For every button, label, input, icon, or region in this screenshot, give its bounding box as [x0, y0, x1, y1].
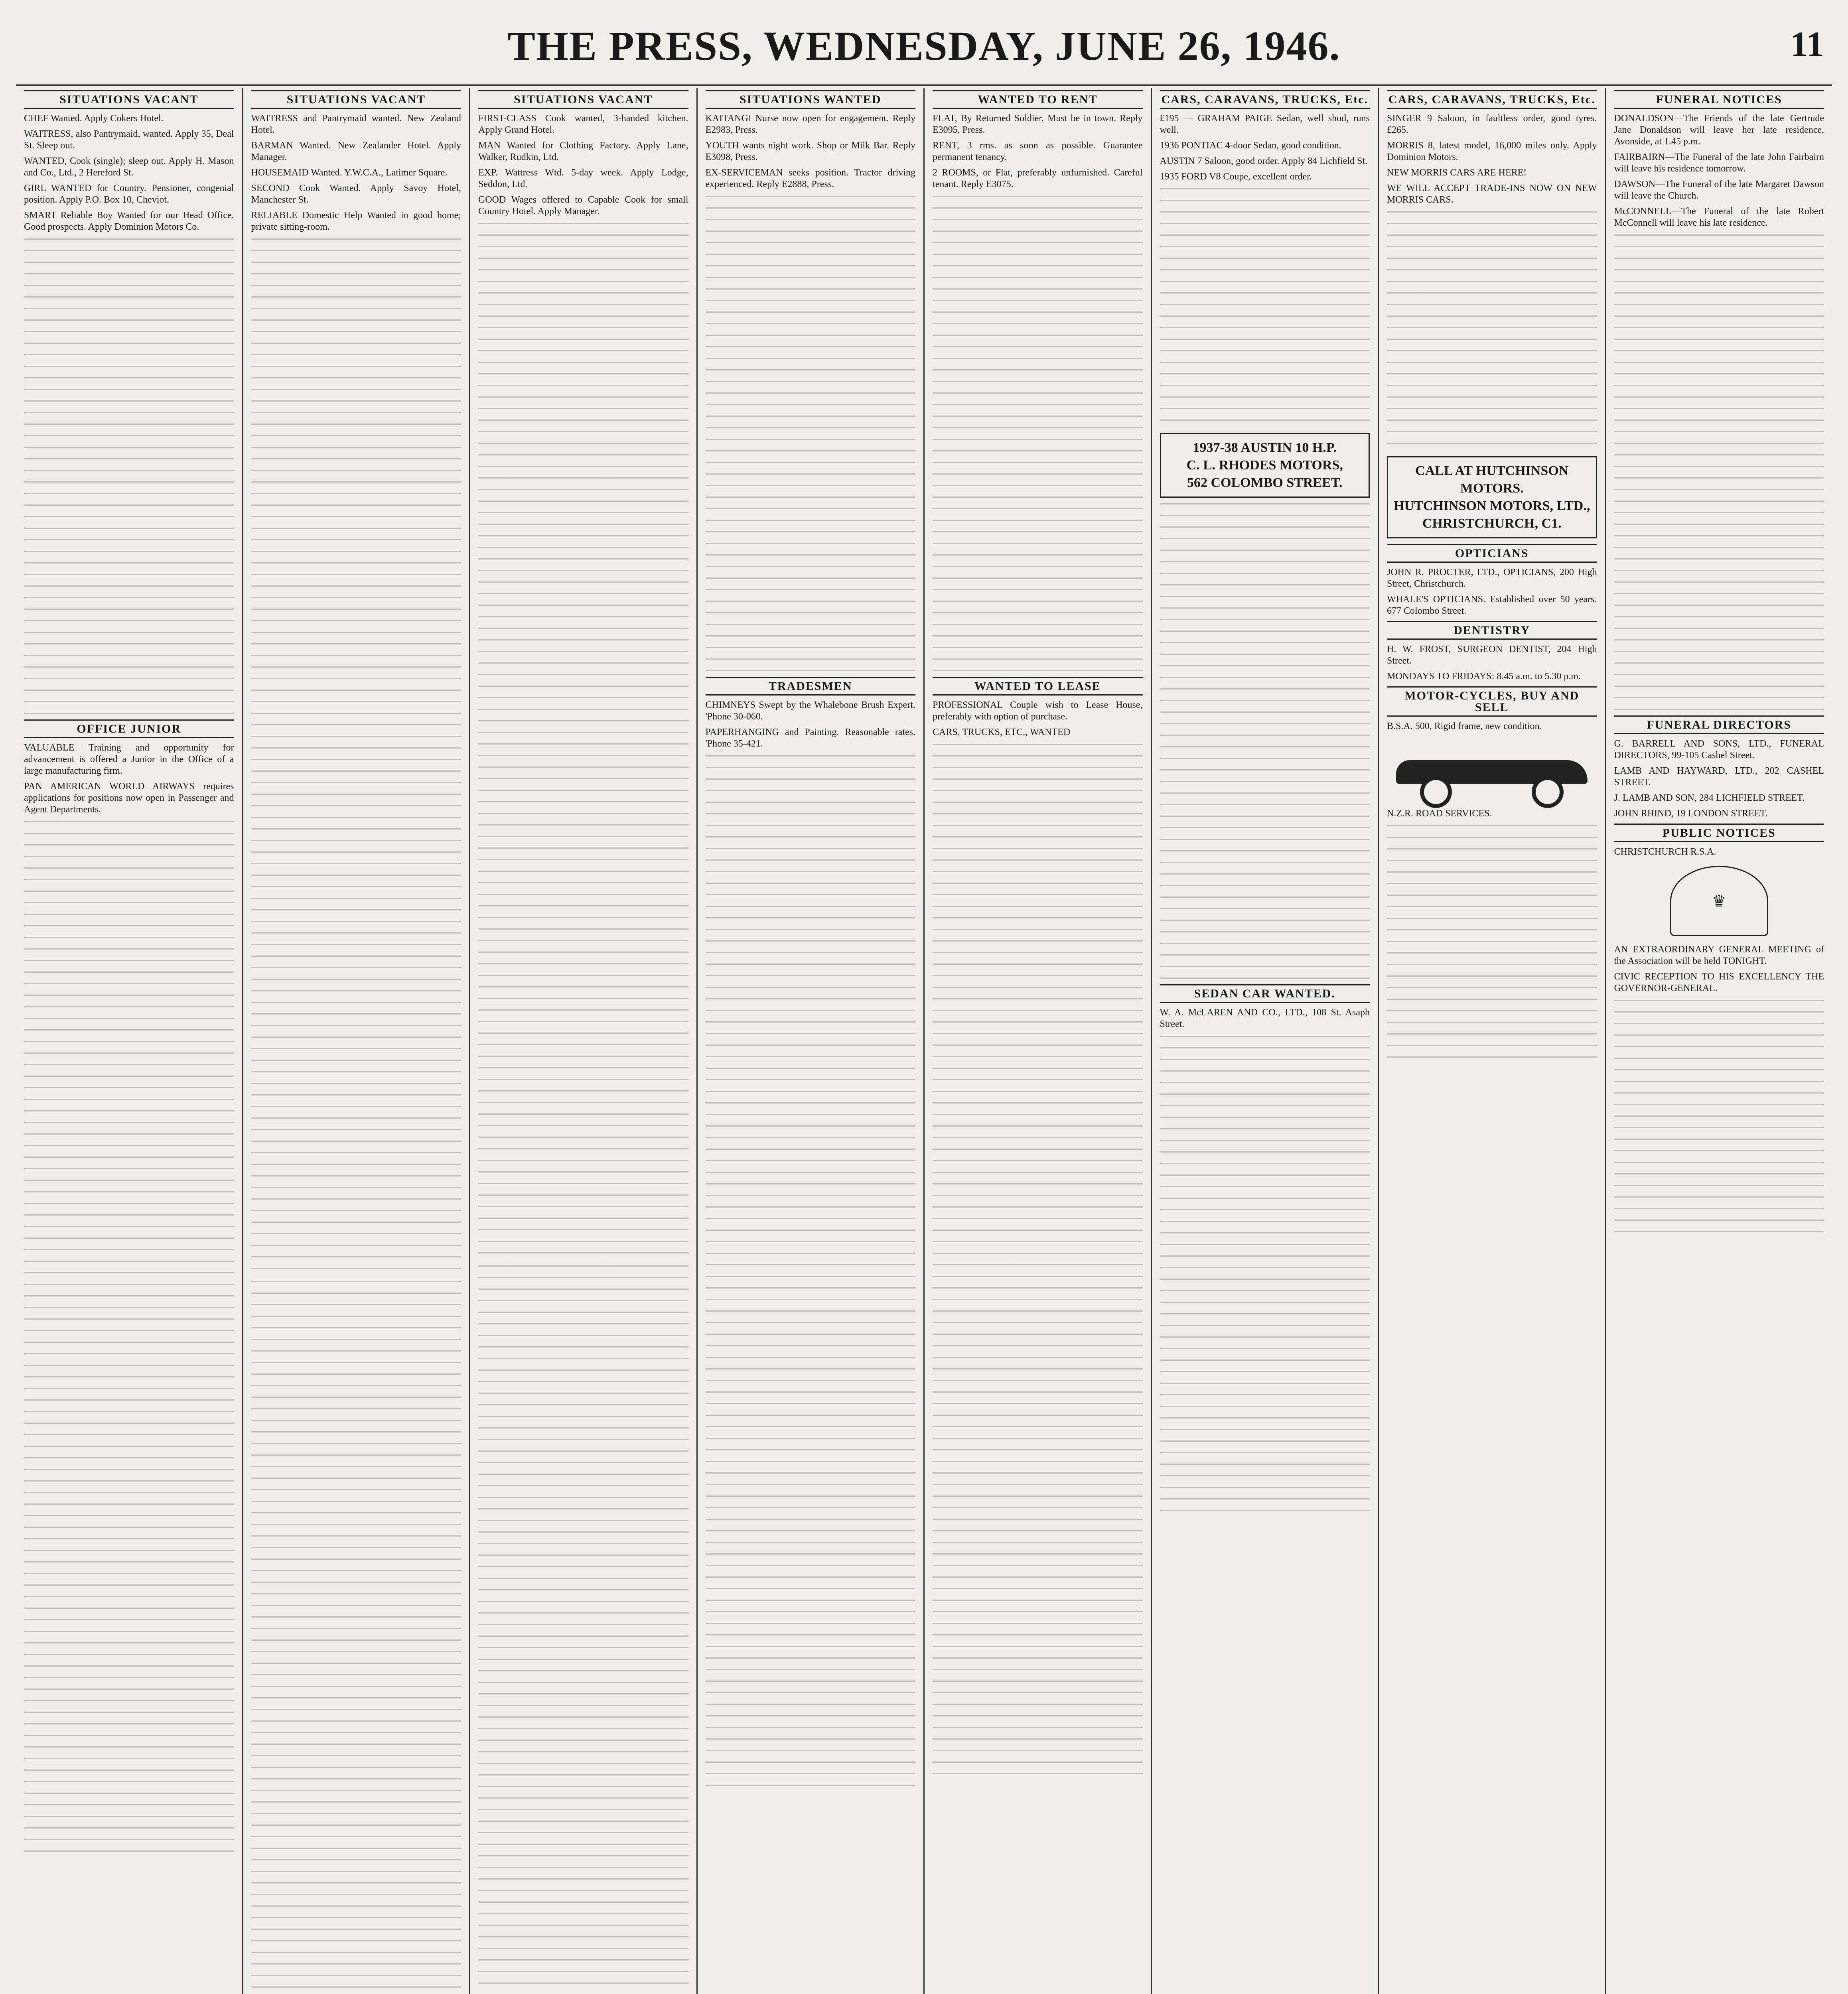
columns — [16, 88, 1832, 1994]
text-block — [706, 196, 916, 674]
classified-ad: EX-SERVICEMAN seeks position. Tractor driving experienced. Reply E2888, Press. — [705, 167, 915, 189]
classified-ad: DAWSON—The Funeral of the late Margaret Dawson will leave the Church. — [1614, 179, 1824, 201]
newspaper-title: THE PRESS, WEDNESDAY, JUNE 26, 1946. — [507, 23, 1341, 69]
text-block — [24, 821, 234, 1858]
display-ad-line: CHRISTCHURCH, C1. — [1422, 516, 1562, 531]
text-block — [1160, 503, 1370, 982]
text-block — [478, 1265, 688, 1994]
classified-ad: WAITRESS, also Pantrymaid, wanted. Apply 35, Deal St. Sleep out. — [24, 129, 234, 151]
display-ad — [1160, 433, 1370, 498]
classified-ad: CARS, TRUCKS, ETC., WANTED — [933, 727, 1071, 737]
classified-ad: MORRIS 8, latest model, 16,000 miles only. Apply Dominion Motors. — [1387, 140, 1597, 162]
classified-ad: SINGER 9 Saloon, in faultless order, good tyres. £265. — [1387, 113, 1597, 135]
text-block — [706, 755, 916, 1792]
text-block — [251, 1281, 462, 1994]
classified-ad: G. BARRELL AND SONS, LTD., FUNERAL DIRECTORS, 99-105 Cashel Street. — [1614, 739, 1824, 761]
classified-ad: B.S.A. 500, Rigid frame, new condition. — [1387, 721, 1542, 731]
classified-ad: FLAT, By Returned Soldier. Must be in town. Reply E3095, Press. — [933, 113, 1143, 135]
classified-ad: SECOND Cook Wanted. Apply Savoy Hotel, Manchester St. — [251, 183, 461, 205]
display-ad-line: 562 COLOMBO STREET. — [1187, 475, 1343, 490]
classified-ad: CHRISTCHURCH R.S.A. — [1614, 847, 1716, 857]
classified-ad: VALUABLE Training and opportunity for advancement is offered a Junior in the Office of a large manufacturing firm. — [24, 743, 234, 776]
text-block — [1387, 825, 1597, 1064]
classified-ad: 2 ROOMS, or Flat, preferably unfurnished. Careful tenant. Reply E3075. — [933, 167, 1143, 189]
classified-ad: W. A. McLAREN AND CO., LTD., 108 St. Asaph Street. — [1160, 1007, 1370, 1029]
column-3 — [470, 88, 698, 1994]
text-block — [933, 196, 1143, 674]
classified-ad: HOUSEMAID Wanted. Y.W.C.A., Latimer Square. — [251, 167, 448, 178]
section-heading: OPTICIANS — [1387, 544, 1597, 563]
classified-ad: £195 — GRAHAM PAIGE Sedan, well shod, runs well. — [1160, 113, 1370, 135]
section-heading: CARS, CARAVANS, TRUCKS, Etc. — [1160, 90, 1370, 109]
column-7 — [1379, 88, 1606, 1994]
newspaper-page — [16, 8, 1832, 1994]
classified-ad: KAITANGI Nurse now open for engagement. Reply E2983, Press. — [705, 113, 915, 135]
classified-ad: AUSTIN 7 Saloon, good order. Apply 84 Lichfield St. — [1160, 156, 1368, 166]
column-5 — [925, 88, 1152, 1994]
classified-ad: JOHN RHIND, 19 LONDON STREET. — [1614, 808, 1768, 819]
classified-ad: 1936 PONTIAC 4-door Sedan, good condition. — [1160, 140, 1341, 151]
classified-ad: RENT, 3 rms. as soon as possible. Guarantee permanent tenancy. — [933, 140, 1143, 162]
display-ad-line: 1937-38 AUSTIN 10 H.P. — [1193, 440, 1337, 455]
text-block — [1160, 1036, 1370, 1514]
section-heading: WANTED TO RENT — [933, 90, 1143, 109]
classified-ad: PROFESSIONAL Couple wish to Lease House, preferably with option of purchase. — [933, 700, 1143, 722]
text-block — [933, 744, 1143, 1781]
page-number: 11 — [1790, 25, 1824, 64]
car-illustration — [1388, 740, 1596, 800]
rsa-crest-icon: ♛ — [1670, 866, 1768, 936]
column-1 — [16, 88, 243, 1994]
display-ad-line: HUTCHINSON MOTORS, LTD., — [1394, 498, 1590, 513]
classified-ad: J. LAMB AND SON, 284 LICHFIELD STREET. — [1614, 793, 1805, 803]
classified-ad: N.Z.R. ROAD SERVICES. — [1387, 808, 1492, 819]
classified-ad: H. W. FROST, SURGEON DENTIST, 204 High Street. — [1387, 644, 1597, 666]
classified-ad: LAMB AND HAYWARD, LTD., 202 CASHEL STREET. — [1614, 766, 1824, 788]
text-block — [24, 238, 234, 717]
classified-ad: CHEF Wanted. Apply Cokers Hotel. — [24, 113, 164, 124]
column-2 — [243, 88, 471, 1994]
column-4 — [698, 88, 925, 1994]
section-heading: SITUATIONS VACANT — [251, 90, 462, 109]
classified-ad: FIRST-CLASS Cook wanted, 3-handed kitchen. Apply Grand Hotel. — [478, 113, 688, 135]
section-heading: DENTISTRY — [1387, 621, 1597, 640]
text-block — [478, 223, 688, 1260]
section-heading: WANTED TO LEASE — [933, 677, 1143, 696]
classified-ad: CIVIC RECEPTION TO HIS EXCELLENCY THE GOVERNOR-GENERAL. — [1614, 971, 1824, 993]
display-ad — [1387, 456, 1597, 538]
section-heading: TRADESMEN — [706, 677, 916, 696]
section-heading: PUBLIC NOTICES — [1614, 824, 1824, 842]
section-heading: SITUATIONS WANTED — [706, 90, 916, 109]
classified-ad: YOUTH wants night work. Shop or Milk Bar. Reply E3098, Press. — [705, 140, 915, 162]
section-heading: SITUATIONS VACANT — [478, 90, 688, 109]
text-block — [1614, 1000, 1824, 1239]
text-block — [251, 238, 462, 1275]
classified-ad: FAIRBAIRN—The Funeral of the late John Fairbairn will leave his residence tomorrow. — [1614, 152, 1824, 174]
classified-ad: 1935 FORD V8 Coupe, excellent order. — [1160, 171, 1312, 182]
classified-ad: WHALE'S OPTICIANS. Established over 50 years. 677 Colombo Street. — [1387, 594, 1597, 616]
text-block — [1614, 234, 1824, 713]
classified-ad: WAITRESS and Pantrymaid wanted. New Zealand Hotel. — [251, 113, 461, 135]
classified-ad: NEW MORRIS CARS ARE HERE! — [1387, 167, 1527, 178]
classified-ad: MAN Wanted for Clothing Factory. Apply Lane, Walker, Rudkin, Ltd. — [478, 140, 688, 162]
classified-ad: PAPERHANGING and Painting. Reasonable rates. 'Phone 35-421. — [705, 727, 915, 749]
classified-ad: MONDAYS TO FRIDAYS: 8.45 a.m. to 5.30 p.m. — [1387, 671, 1581, 682]
section-heading: FUNERAL DIRECTORS — [1614, 715, 1824, 734]
section-heading: SEDAN CAR WANTED. — [1160, 984, 1370, 1003]
text-block — [1160, 188, 1370, 428]
classified-ad: DONALDSON—The Friends of the late Gertrude Jane Donaldson will leave her late residence, Avonside, at 1.45 p.m. — [1614, 113, 1824, 147]
classified-ad: McCONNELL—The Funeral of the late Robert McConnell will leave his late residence. — [1614, 206, 1824, 228]
classified-ad: GIRL WANTED for Country. Pensioner, congenial position. Apply P.O. Box 10, Cheviot. — [24, 183, 234, 205]
section-heading: FUNERAL NOTICES — [1614, 90, 1824, 109]
classified-ad: GOOD Wages offered to Capable Cook for small Country Hotel. Apply Manager. — [478, 195, 688, 217]
classified-ad: CHIMNEYS Swept by the Whalebone Brush Expert. 'Phone 30-060. — [705, 700, 915, 722]
classified-ad: PAN AMERICAN WORLD AIRWAYS requires applications for positions now open in Passenger and Agent Departments. — [24, 781, 234, 815]
display-ad-line: C. L. RHODES MOTORS, — [1186, 458, 1343, 473]
classified-ad: SMART Reliable Boy Wanted for our Head Office. Good prospects. Apply Dominion Motors Co. — [24, 210, 234, 232]
classified-ad: JOHN R. PROCTER, LTD., OPTICIANS, 200 High Street, Christchurch. — [1387, 567, 1597, 589]
section-heading: OFFICE JUNIOR — [24, 719, 234, 738]
classified-ad: EXP. Wattress Wtd. 5-day week. Apply Lodge, Seddon, Ltd. — [478, 167, 688, 189]
classified-ad: WE WILL ACCEPT TRADE-INS NOW ON NEW MORRIS CARS. — [1387, 183, 1597, 205]
display-ad-line: CALL AT HUTCHINSON MOTORS. — [1415, 463, 1569, 496]
text-block — [1387, 211, 1597, 451]
classified-ad: WANTED, Cook (single); sleep out. Apply H. Mason and Co., Ltd., 2 Hereford St. — [24, 156, 234, 178]
column-8 — [1606, 88, 1832, 1994]
classified-ad: AN EXTRAORDINARY GENERAL MEETING of the Association will be held TONIGHT. — [1614, 944, 1824, 966]
masthead — [16, 8, 1832, 86]
section-heading: SITUATIONS VACANT — [24, 90, 234, 109]
section-heading: CARS, CARAVANS, TRUCKS, Etc. — [1387, 90, 1597, 109]
column-6 — [1152, 88, 1379, 1994]
classified-ad: RELIABLE Domestic Help Wanted in good home; private sitting-room. — [251, 210, 461, 232]
section-heading: MOTOR-CYCLES, BUY AND SELL — [1387, 686, 1597, 717]
classified-ad: BARMAN Wanted. New Zealander Hotel. Apply Manager. — [251, 140, 461, 162]
